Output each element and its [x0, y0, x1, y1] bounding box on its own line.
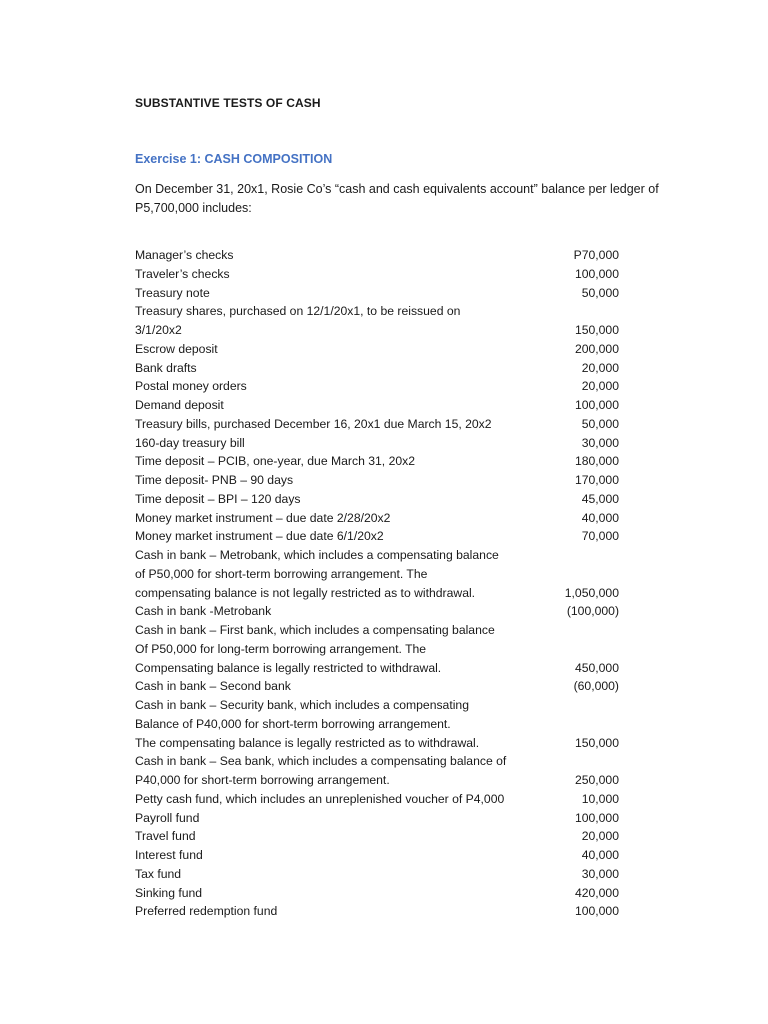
list-item	[135, 677, 619, 696]
item-amount: 250,000	[574, 773, 619, 787]
item-description: Cash in bank – Second bank	[135, 679, 291, 694]
item-amount: 150,000	[574, 735, 619, 750]
item-amount: 10,000	[581, 791, 619, 806]
item-amount: 20,000	[581, 360, 619, 375]
list-item	[135, 302, 619, 340]
item-description: Cash in bank – Sea bank, which includes a compensating balance of P40,000 for short-term borrowing arrangement.	[135, 754, 507, 787]
item-amount: 50,000	[581, 285, 619, 300]
list-item	[135, 696, 619, 752]
item-amount: 70,000	[581, 529, 619, 544]
item-amount: 1,050,000	[564, 585, 619, 600]
item-amount: 40,000	[581, 510, 619, 525]
item-amount: 150,000	[574, 323, 619, 337]
item-description: Time deposit- PNB – 90 days	[135, 473, 294, 487]
item-amount: 450,000	[574, 660, 619, 675]
item-amount: P70,000	[573, 248, 619, 262]
item-amount: 180,000	[574, 454, 619, 469]
item-description: Cash in bank – Security bank, which includes a compensating Balance of P40,000 for short-term borrowing arrangement. The compensating balance is legally restricted as to withdrawal.	[135, 698, 480, 750]
item-amount: 100,000	[574, 810, 619, 825]
item-amount: (60,000)	[573, 679, 619, 694]
item-description: Cash in bank -Metrobank	[135, 604, 272, 619]
list-item	[135, 284, 619, 303]
list-item	[135, 396, 619, 415]
item-description: Escrow deposit	[135, 341, 218, 356]
item-description: Manager’s checks	[135, 248, 234, 262]
item-description: Tax fund	[135, 866, 182, 881]
intro-paragraph: On December 31, 20x1, Rosie Co’s “cash and cash equivalents account” balance per ledger of P5,700,000 includes:	[135, 182, 659, 215]
item-description: Time deposit – BPI – 120 days	[135, 491, 301, 506]
list-item	[135, 602, 619, 621]
document-title: SUBSTANTIVE TESTS OF CASH	[135, 96, 321, 110]
item-description: Bank drafts	[135, 360, 197, 375]
item-description: Treasury bills, purchased December 16, 20x1 due March 15, 20x2	[135, 416, 492, 431]
item-description: 160-day treasury bill	[135, 435, 245, 450]
list-item	[135, 752, 619, 790]
item-description: Payroll fund	[135, 810, 200, 825]
list-item	[135, 377, 619, 396]
item-amount: 200,000	[574, 341, 619, 356]
list-item	[135, 621, 619, 677]
item-amount: 30,000	[581, 435, 619, 450]
list-item	[135, 471, 619, 490]
item-amount: 45,000	[581, 491, 619, 506]
item-description: Sinking fund	[135, 885, 203, 900]
item-description: Cash in bank – First bank, which includes a compensating balance Of P50,000 for long-term borrowing arrangement. The Compensating balance is legally restricted to withdrawal.	[135, 623, 495, 675]
list-item	[135, 490, 619, 509]
item-description: Travel fund	[135, 829, 196, 844]
item-amount: 170,000	[574, 473, 619, 487]
list-item	[135, 527, 619, 546]
list-item	[135, 340, 619, 359]
item-amount: 40,000	[581, 848, 619, 862]
item-amount: 20,000	[581, 829, 619, 844]
item-description: Money market instrument – due date 2/28/20x2	[135, 510, 391, 525]
item-amount: 100,000	[574, 904, 619, 919]
item-description: Cash in bank – Metrobank, which includes a compensating balance of P50,000 for short-term borrowing arrangement. The compensating balance is not legally restricted as to withdrawal.	[135, 548, 499, 600]
item-amount: 420,000	[574, 885, 619, 900]
item-amount: 100,000	[574, 266, 619, 281]
item-description: Petty cash fund, which includes an unreplenished voucher of P4,000	[135, 791, 505, 806]
item-description: Time deposit – PCIB, one-year, due March 31, 20x2	[135, 454, 416, 469]
item-amount: 100,000	[574, 398, 619, 412]
item-amount: 20,000	[581, 379, 619, 394]
list-item	[135, 359, 619, 378]
list-item	[135, 434, 619, 453]
list-item	[135, 246, 619, 265]
item-amount: 30,000	[581, 866, 619, 881]
item-description: Interest fund	[135, 848, 203, 862]
exercise-heading: Exercise 1: CASH COMPOSITION	[135, 152, 333, 166]
item-description: Treasury note	[135, 285, 210, 300]
list-item	[135, 902, 619, 921]
list-item	[135, 452, 619, 471]
list-item	[135, 846, 619, 865]
item-amount: (100,000)	[566, 604, 619, 619]
item-amount: 50,000	[581, 416, 619, 431]
item-description: Preferred redemption fund	[135, 904, 278, 919]
list-item	[135, 546, 619, 602]
item-description: Treasury shares, purchased on 12/1/20x1, to be reissued on 3/1/20x2	[135, 304, 461, 337]
list-item	[135, 865, 619, 884]
list-item	[135, 790, 619, 809]
item-description: Traveler’s checks	[135, 266, 230, 281]
list-item	[135, 415, 619, 434]
item-description: Postal money orders	[135, 379, 247, 394]
list-item	[135, 884, 619, 903]
list-item	[135, 509, 619, 528]
item-description: Demand deposit	[135, 398, 224, 412]
list-item	[135, 265, 619, 284]
list-item	[135, 809, 619, 828]
cash-items-list	[135, 246, 619, 921]
item-description: Money market instrument – due date 6/1/20x2	[135, 529, 384, 544]
list-item	[135, 827, 619, 846]
